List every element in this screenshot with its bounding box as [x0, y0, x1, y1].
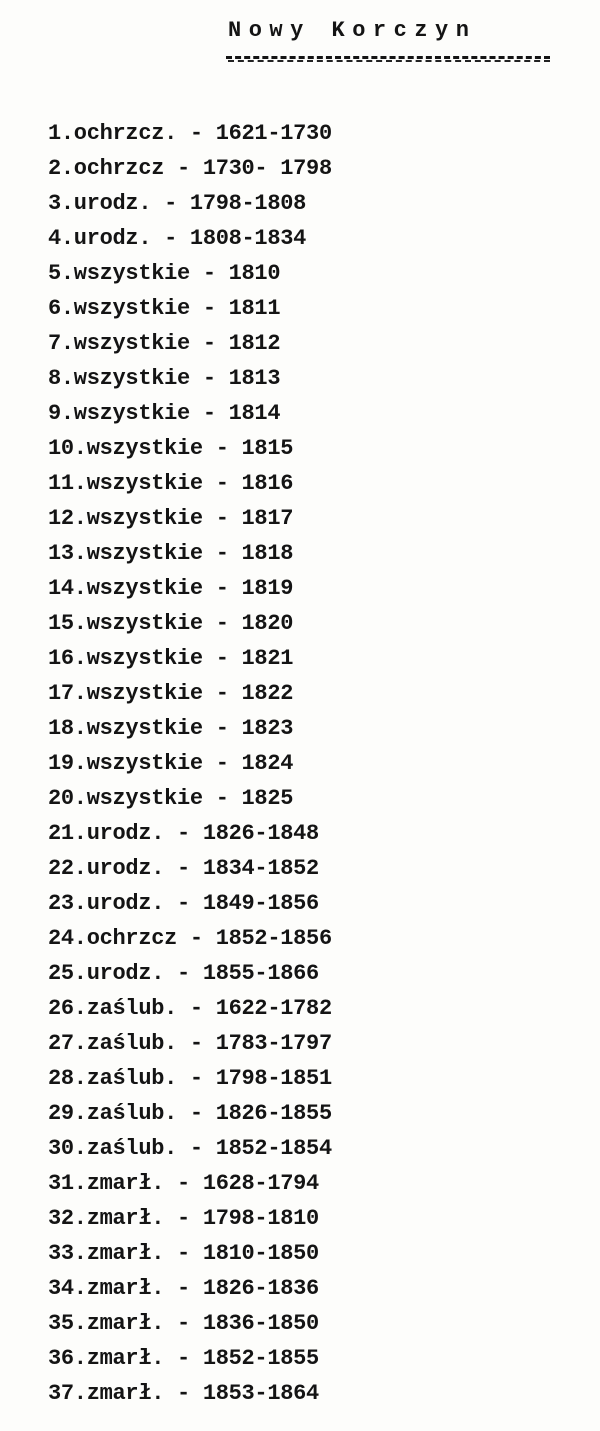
register-entry: 32.zmarł. - 1798-1810: [48, 1206, 319, 1231]
register-entry: 8.wszystkie - 1813: [48, 366, 281, 391]
register-entry: 34.zmarł. - 1826-1836: [48, 1276, 319, 1301]
register-entry: 2.ochrzcz - 1730- 1798: [48, 156, 332, 181]
register-entry: 14.wszystkie - 1819: [48, 576, 294, 601]
register-entry: 29.zaślub. - 1826-1855: [48, 1101, 332, 1126]
register-entry: 23.urodz. - 1849-1856: [48, 891, 319, 916]
register-entry: 10.wszystkie - 1815: [48, 436, 294, 461]
register-entry: 37.zmarł. - 1853-1864: [48, 1381, 319, 1406]
register-entry: 6.wszystkie - 1811: [48, 296, 281, 321]
document-heading: Nowy Korczyn: [228, 18, 477, 43]
register-entry: 24.ochrzcz - 1852-1856: [48, 926, 332, 951]
register-entry: 27.zaślub. - 1783-1797: [48, 1031, 332, 1056]
register-entry: 22.urodz. - 1834-1852: [48, 856, 319, 881]
register-entry: 33.zmarł. - 1810-1850: [48, 1241, 319, 1266]
register-entry: 12.wszystkie - 1817: [48, 506, 294, 531]
register-entry: 17.wszystkie - 1822: [48, 681, 294, 706]
register-entry: 36.zmarł. - 1852-1855: [48, 1346, 319, 1371]
register-entry: 7.wszystkie - 1812: [48, 331, 281, 356]
register-entry: 13.wszystkie - 1818: [48, 541, 294, 566]
register-entry: 1.ochrzcz. - 1621-1730: [48, 121, 332, 146]
heading-underline: [226, 56, 550, 59]
register-entry: 21.urodz. - 1826-1848: [48, 821, 319, 846]
register-entry: 16.wszystkie - 1821: [48, 646, 294, 671]
register-entry: 11.wszystkie - 1816: [48, 471, 294, 496]
register-entry: 4.urodz. - 1808-1834: [48, 226, 307, 251]
register-entry: 15.wszystkie - 1820: [48, 611, 294, 636]
register-entry: 18.wszystkie - 1823: [48, 716, 294, 741]
register-entry: 19.wszystkie - 1824: [48, 751, 294, 776]
register-entry: 30.zaślub. - 1852-1854: [48, 1136, 332, 1161]
heading-underline-secondary: [228, 60, 550, 62]
register-entry: 5.wszystkie - 1810: [48, 261, 281, 286]
register-entry: 28.zaślub. - 1798-1851: [48, 1066, 332, 1091]
register-entry: 20.wszystkie - 1825: [48, 786, 294, 811]
register-entry: 25.urodz. - 1855-1866: [48, 961, 319, 986]
register-entry: 31.zmarł. - 1628-1794: [48, 1171, 319, 1196]
register-entry: 3.urodz. - 1798-1808: [48, 191, 307, 216]
register-list: [48, 116, 332, 1411]
register-entry: 26.zaślub. - 1622-1782: [48, 996, 332, 1021]
register-entry: 9.wszystkie - 1814: [48, 401, 281, 426]
register-entry: 35.zmarł. - 1836-1850: [48, 1311, 319, 1336]
